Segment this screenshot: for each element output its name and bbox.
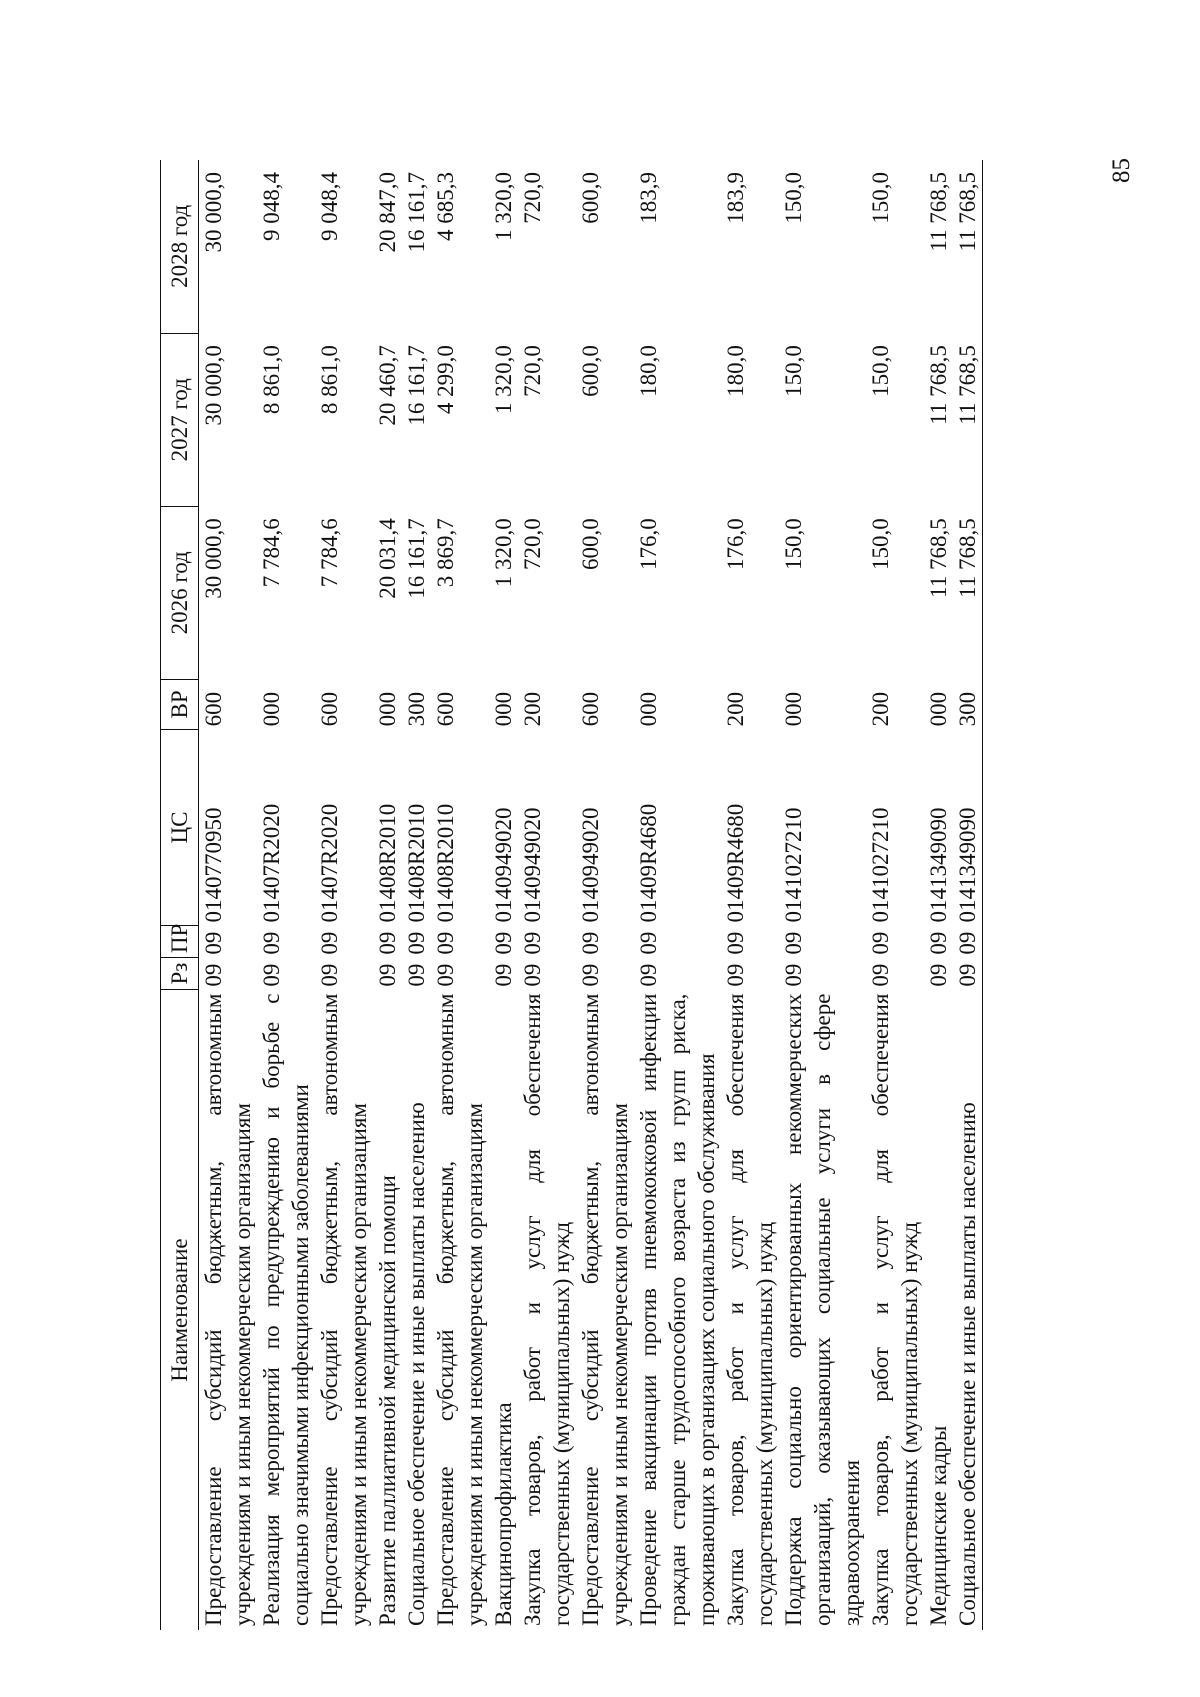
cell-rz: 09	[781, 963, 806, 987]
cell-pr: 09	[578, 931, 603, 955]
table-row	[199, 160, 258, 1630]
header-pr: ПР	[161, 926, 199, 958]
cell-rz: 09	[578, 963, 603, 987]
cell-vr: 300	[404, 691, 429, 727]
cell-rz: 09	[520, 963, 545, 987]
cell-vr: 000	[259, 691, 284, 727]
cell-2026: 16 161,7	[404, 518, 429, 599]
cell-name: Поддержка социально ориентированных некоммерческих организаций, оказывающих социальные услуги в сфере здравоохранения	[781, 993, 864, 1626]
cell-pr: 09	[404, 931, 429, 955]
table-row	[721, 160, 779, 1630]
cell-vr: 200	[868, 691, 893, 727]
table-body	[199, 160, 983, 1630]
cell-2027: 11 768,5	[953, 333, 983, 506]
cell-cs: 01408R2010	[433, 803, 458, 923]
table-row	[634, 160, 721, 1630]
cell-2027: 8 861,0	[317, 345, 342, 415]
cell-2028: 20 847,0	[375, 172, 400, 253]
cell-2027: 600,0	[578, 345, 603, 397]
cell-cs: 0141027210	[868, 807, 893, 923]
header-2028: 2028 год	[161, 160, 199, 333]
cell-vr: 000	[781, 691, 806, 727]
cell-cs: 01409R4680	[723, 803, 748, 923]
cell-2027: 16 161,7	[404, 345, 429, 426]
table-row	[779, 160, 866, 1630]
cell-cs: 0140949020	[520, 807, 545, 923]
cell-name: Вакцинопрофилактика	[491, 1402, 516, 1626]
cell-rz: 09	[201, 963, 226, 987]
cell-vr: 300	[953, 679, 983, 729]
cell-2028: 183,9	[723, 172, 748, 224]
cell-cs: 0140949020	[578, 807, 603, 923]
cell-2026: 600,0	[578, 518, 603, 571]
cell-pr: 09	[723, 931, 748, 955]
cell-2028: 9 048,4	[317, 172, 342, 241]
cell-2026: 7 784,6	[317, 518, 342, 588]
cell-pr: 09	[375, 931, 400, 955]
header-2027: 2027 год	[161, 333, 199, 506]
cell-rz: 09	[926, 963, 951, 987]
cell-pr: 09	[433, 931, 458, 955]
cell-cs: 0141349090	[953, 729, 983, 925]
cell-name: Предоставление субсидий бюджетным, автономным учреждениям и иным некоммерческим организациям	[317, 993, 371, 1626]
cell-vr: 000	[926, 691, 951, 727]
table-row	[373, 160, 402, 1630]
table-row	[489, 160, 518, 1630]
cell-pr: 09	[259, 931, 284, 955]
cell-cs: 01409R4680	[636, 803, 661, 923]
header-2026: 2026 год	[161, 506, 199, 679]
cell-2028: 11 768,5	[926, 172, 951, 252]
cell-2028: 720,0	[520, 172, 545, 224]
cell-2028: 1 320,0	[491, 172, 516, 241]
cell-pr: 09	[926, 931, 951, 955]
cell-2027: 4 299,0	[433, 345, 458, 415]
table-row	[431, 160, 489, 1630]
cell-pr: 09	[868, 931, 893, 955]
cell-rz: 09	[317, 963, 342, 987]
cell-rz: 09	[953, 958, 983, 990]
header-name: Наименование	[161, 990, 199, 1630]
cell-2026: 3 869,7	[433, 518, 458, 588]
cell-cs: 01408R2010	[404, 803, 429, 923]
cell-pr: 09	[953, 926, 983, 958]
cell-cs: 0140770950	[201, 807, 226, 923]
cell-pr: 09	[520, 931, 545, 955]
cell-vr: 600	[317, 691, 342, 727]
cell-pr: 09	[491, 931, 516, 955]
cell-2027: 150,0	[781, 345, 806, 397]
cell-vr: 200	[520, 691, 545, 727]
cell-vr: 000	[375, 691, 400, 727]
cell-2026: 720,0	[520, 518, 545, 571]
table-row	[315, 160, 373, 1630]
cell-name: Реализация мероприятий по предупреждению и борьбе с социально значимыми инфекционными заболеваниями	[259, 993, 313, 1626]
cell-name: Закупка товаров, работ и услуг для обеспечения государственных (муниципальных) нужд	[520, 993, 574, 1626]
cell-vr: 000	[636, 691, 661, 727]
rotated-page-content	[160, 160, 1200, 1630]
cell-vr: 200	[723, 691, 748, 727]
cell-name: Предоставление субсидий бюджетным, автономным учреждениям и иным некоммерческим организациям	[578, 993, 632, 1626]
cell-rz: 09	[723, 963, 748, 987]
cell-rz: 09	[433, 963, 458, 987]
table-row	[402, 160, 431, 1630]
cell-rz: 09	[404, 963, 429, 987]
cell-2026: 176,0	[723, 518, 748, 571]
table-row	[866, 160, 924, 1630]
cell-name: Закупка товаров, работ и услуг для обеспечения государственных (муниципальных) нужд	[868, 993, 922, 1626]
cell-2026: 7 784,6	[259, 518, 284, 588]
cell-2027: 11 768,5	[926, 345, 951, 425]
cell-2026: 11 768,5	[953, 506, 983, 679]
cell-2027: 720,0	[520, 345, 545, 397]
cell-name: Закупка товаров, работ и услуг для обеспечения государственных (муниципальных) нужд	[723, 993, 777, 1626]
cell-name: Предоставление субсидий бюджетным, автономным учреждениям и иным некоммерческим организациям	[201, 993, 255, 1626]
table-row	[953, 160, 983, 1630]
cell-2026: 1 320,0	[491, 518, 516, 588]
cell-2028: 600,0	[578, 172, 603, 224]
cell-2028: 4 685,3	[433, 172, 458, 241]
cell-2027: 1 320,0	[491, 345, 516, 415]
cell-2027: 30 000,0	[201, 345, 226, 426]
cell-2026: 11 768,5	[926, 518, 951, 598]
cell-pr: 09	[317, 931, 342, 955]
cell-2027: 180,0	[636, 345, 661, 397]
cell-cs: 0141349090	[926, 807, 951, 923]
cell-rz: 09	[491, 963, 516, 987]
table-row	[518, 160, 576, 1630]
cell-2028: 150,0	[868, 172, 893, 224]
cell-2028: 183,9	[636, 172, 661, 224]
cell-2028: 16 161,7	[404, 172, 429, 253]
cell-rz: 09	[375, 963, 400, 987]
cell-name: Проведение вакцинации против пневмококковой инфекции граждан старше трудоспособного возраста из групп риска, проживающих в организациях социального обслуживания	[636, 993, 719, 1626]
cell-2028: 11 768,5	[953, 160, 983, 333]
cell-name: Развитие паллиативной медицинской помощи	[375, 1175, 400, 1626]
budget-table	[160, 160, 983, 1630]
cell-pr: 09	[781, 931, 806, 955]
cell-pr: 09	[201, 931, 226, 955]
cell-2027: 150,0	[868, 345, 893, 397]
cell-cs: 0140949020	[491, 807, 516, 923]
cell-cs: 01407R2020	[259, 803, 284, 923]
cell-rz: 09	[868, 963, 893, 987]
cell-2026: 30 000,0	[201, 518, 226, 599]
cell-name: Социальное обеспечение и иные выплаты населению	[953, 990, 983, 1630]
table-header-row	[161, 160, 199, 1630]
cell-name: Социальное обеспечение и иные выплаты населению	[404, 1102, 429, 1626]
cell-cs: 0141027210	[781, 807, 806, 923]
cell-2027: 180,0	[723, 345, 748, 397]
cell-rz: 09	[636, 963, 661, 987]
cell-2028: 30 000,0	[201, 172, 226, 253]
cell-vr: 600	[578, 691, 603, 727]
cell-2026: 20 031,4	[375, 518, 400, 599]
cell-pr: 09	[636, 931, 661, 955]
cell-vr: 600	[433, 691, 458, 727]
cell-2028: 150,0	[781, 172, 806, 224]
header-rz: Рз	[161, 958, 199, 990]
table-row	[924, 160, 953, 1630]
header-vr: ВР	[161, 679, 199, 729]
cell-vr: 600	[201, 691, 226, 727]
cell-2027: 8 861,0	[259, 345, 284, 415]
cell-vr: 000	[491, 691, 516, 727]
cell-name: Медицинские кадры	[926, 1425, 951, 1626]
cell-cs: 01408R2010	[375, 803, 400, 923]
header-cs: ЦС	[161, 729, 199, 925]
table-row	[257, 160, 315, 1630]
cell-name: Предоставление субсидий бюджетным, автономным учреждениям и иным некоммерческим организациям	[433, 993, 487, 1626]
cell-2027: 20 460,7	[375, 345, 400, 426]
cell-cs: 01407R2020	[317, 803, 342, 923]
table-row	[576, 160, 634, 1630]
cell-2026: 150,0	[868, 518, 893, 571]
cell-rz: 09	[259, 963, 284, 987]
page-number: 85	[1108, 158, 1135, 183]
cell-2028: 9 048,4	[259, 172, 284, 241]
cell-2026: 150,0	[781, 518, 806, 571]
cell-2026: 176,0	[636, 518, 661, 571]
